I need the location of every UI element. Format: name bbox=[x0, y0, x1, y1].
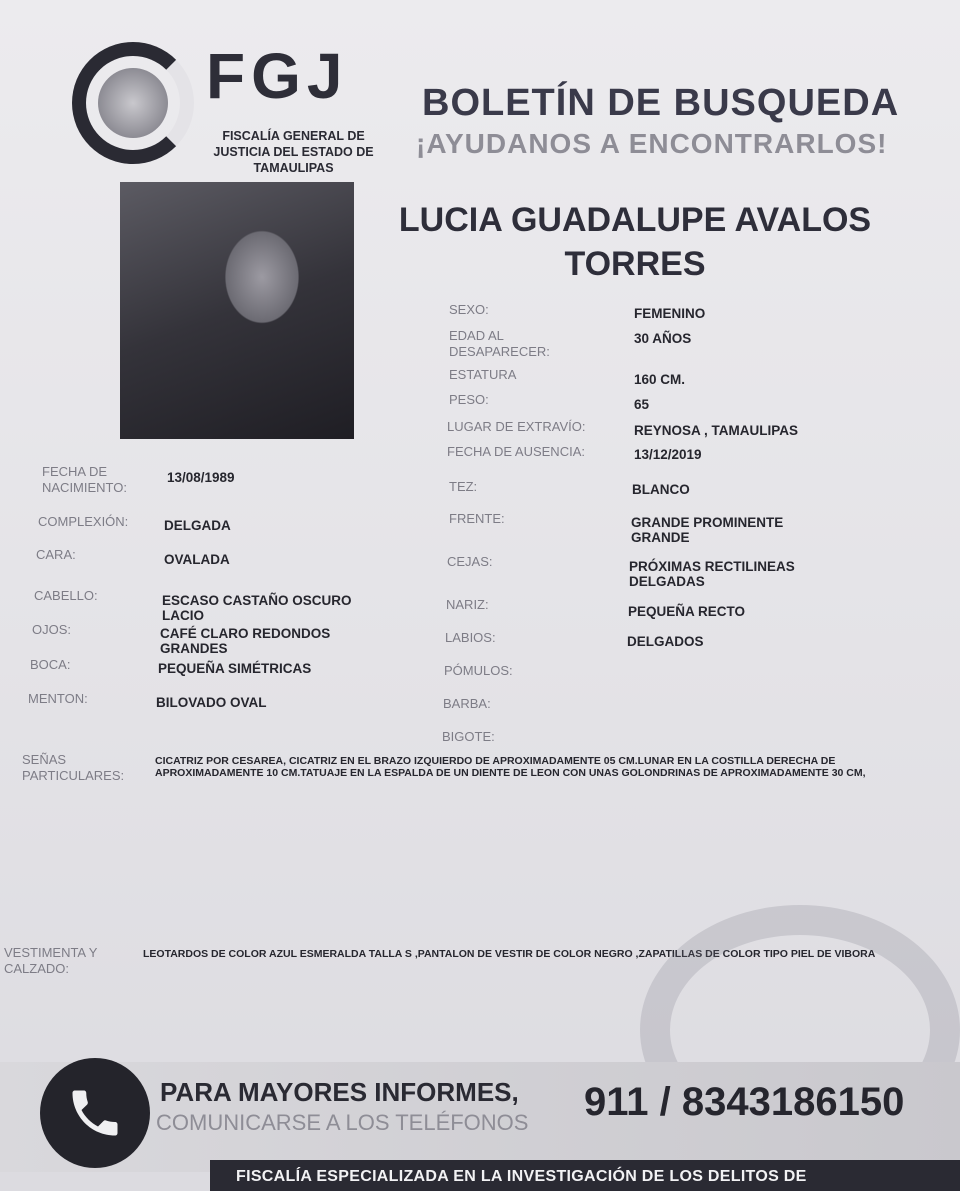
field-label-frente: FRENTE: bbox=[449, 511, 505, 526]
field-value-tez: BLANCO bbox=[632, 482, 690, 497]
missing-person-photo bbox=[120, 182, 354, 439]
field-label-lugar: LUGAR DE EXTRAVÍO: bbox=[447, 419, 586, 434]
field-label-fecha-nacimiento: FECHA DE NACIMIENTO: bbox=[42, 464, 127, 495]
field-value-sexo: FEMENINO bbox=[634, 306, 706, 321]
field-label-bigote: BIGOTE: bbox=[442, 729, 495, 744]
field-value-cara: OVALADA bbox=[164, 552, 230, 567]
field-label-menton: MENTON: bbox=[28, 691, 88, 706]
fgj-logo-subtitle: FISCALÍA GENERAL DE JUSTICIA DEL ESTADO DE TAMAULIPAS bbox=[213, 129, 374, 175]
fgj-logo-text: FGJ bbox=[206, 40, 349, 112]
field-label-ojos: OJOS: bbox=[32, 622, 72, 637]
senas-value: CICATRIZ POR CESAREA, CICATRIZ EN EL BRAZO IZQUIERDO DE APROXIMADAMENTE 05 CM.LUNAR EN LA COSTILLA DERECHA DE APROXIMADAMENTE 10 CM.TATUAJE EN LA ESPALDA DE UN DIENTE DE LEON CON UNAS GOLONDRINAS DE APROXIMADAMENTE 30 CM, bbox=[155, 755, 866, 779]
field-value-cabello: ESCASO CASTAÑO OSCURO LACIO bbox=[162, 593, 352, 623]
contact-line-1: PARA MAYORES INFORMES, bbox=[160, 1077, 519, 1107]
field-label-barba: BARBA: bbox=[443, 696, 491, 711]
field-label-edad: EDAD AL DESAPARECER: bbox=[449, 328, 550, 359]
field-label-peso: PESO: bbox=[449, 392, 489, 407]
senas-label: SEÑAS PARTICULARES: bbox=[22, 752, 125, 783]
field-label-fecha-ausencia: FECHA DE AUSENCIA: bbox=[447, 444, 585, 459]
field-label-cejas: CEJAS: bbox=[447, 554, 493, 569]
field-value-ojos: CAFÉ CLARO REDONDOS GRANDES bbox=[160, 626, 331, 656]
field-value-menton: BILOVADO OVAL bbox=[156, 695, 267, 710]
vestimenta-label: VESTIMENTA Y CALZADO: bbox=[4, 945, 98, 976]
field-value-nariz: PEQUEÑA RECTO bbox=[628, 604, 746, 619]
field-value-boca: PEQUEÑA SIMÉTRICAS bbox=[158, 661, 312, 676]
field-value-frente: GRANDE PROMINENTE GRANDE bbox=[631, 515, 784, 545]
field-value-cejas: PRÓXIMAS RECTILINEAS DELGADAS bbox=[629, 559, 795, 589]
field-label-labios: LABIOS: bbox=[445, 630, 496, 645]
person-name: LUCIA GUADALUPE AVALOS TORRES bbox=[398, 201, 872, 283]
field-label-cara: CARA: bbox=[36, 547, 76, 562]
contact-line-2: COMUNICARSE A LOS TELÉFONOS bbox=[156, 1110, 529, 1135]
field-label-pomulos: PÓMULOS: bbox=[444, 663, 513, 678]
phone-icon bbox=[40, 1058, 150, 1168]
vestimenta-value: LEOTARDOS DE COLOR AZUL ESMERALDA TALLA S ,PANTALON DE VESTIR DE COLOR NEGRO ,ZAPATILLAS DE COLOR TIPO PIEL DE VIBORA bbox=[143, 948, 876, 960]
field-value-complexion: DELGADA bbox=[164, 518, 231, 533]
field-value-edad: 30 AÑOS bbox=[634, 331, 692, 346]
field-value-fecha-nacimiento: 13/08/1989 bbox=[167, 470, 235, 485]
field-label-boca: BOCA: bbox=[30, 657, 71, 672]
field-value-fecha-ausencia: 13/12/2019 bbox=[634, 447, 702, 462]
field-label-cabello: CABELLO: bbox=[34, 588, 98, 603]
field-label-sexo: SEXO: bbox=[449, 302, 489, 317]
state-seal-icon bbox=[98, 68, 168, 138]
field-value-peso: 65 bbox=[634, 397, 650, 412]
field-label-tez: TEZ: bbox=[449, 479, 478, 494]
field-label-complexion: COMPLEXIÓN: bbox=[38, 514, 129, 529]
field-label-estatura: ESTATURA bbox=[449, 367, 517, 382]
bulletin-subtitle: ¡AYUDANOS A ENCONTRARLOS! bbox=[416, 128, 888, 159]
field-value-labios: DELGADOS bbox=[627, 634, 704, 649]
field-value-lugar: REYNOSA , TAMAULIPAS bbox=[634, 423, 799, 438]
contact-phone-number: 911 / 8343186150 bbox=[584, 1080, 905, 1124]
agency-footer-text: FISCALÍA ESPECIALIZADA EN LA INVESTIGACIÓN DE LOS DELITOS DE bbox=[236, 1168, 807, 1185]
bulletin-title: BOLETÍN DE BUSQUEDA bbox=[422, 82, 900, 124]
field-value-estatura: 160 CM. bbox=[634, 372, 686, 387]
field-label-nariz: NARIZ: bbox=[446, 597, 489, 612]
